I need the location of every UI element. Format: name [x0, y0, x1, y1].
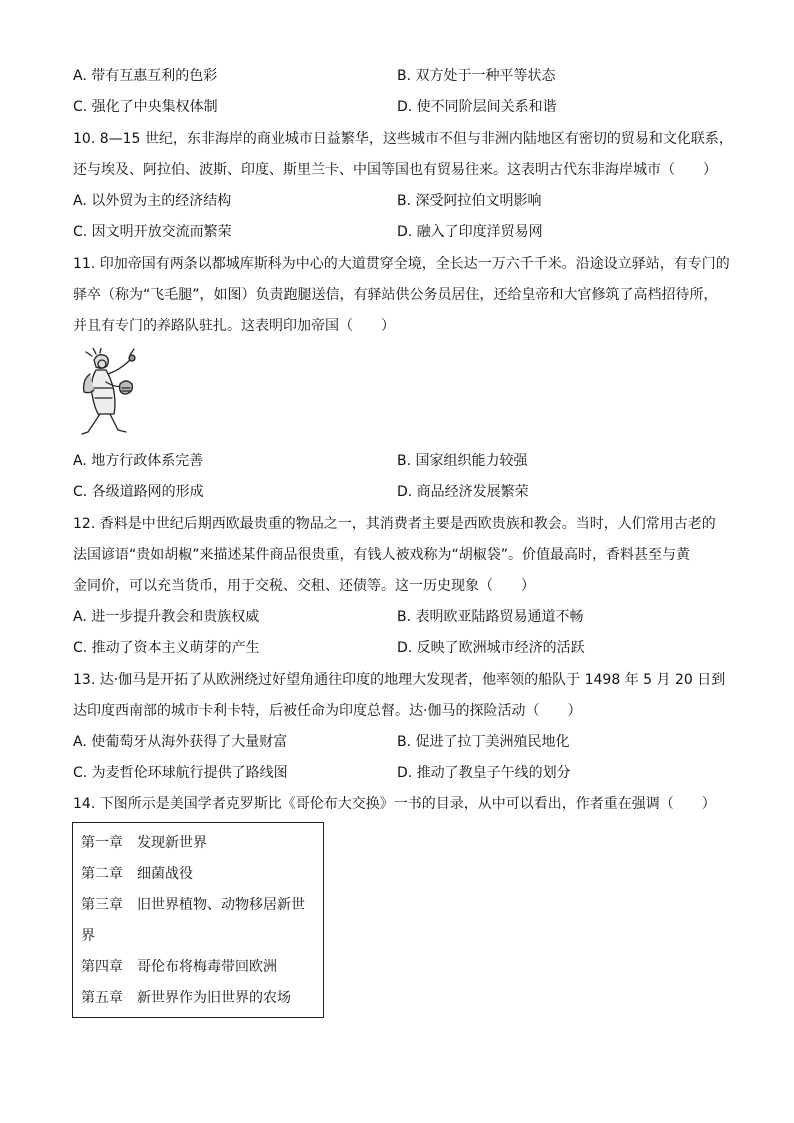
q13-option-a: A. 使葡萄牙从海外获得了大量财富 [73, 734, 288, 750]
q13-option-c: C. 为麦哲伦环球航行提供了路线图 [73, 765, 288, 781]
toc-chapter-1: 第一章 发现新世界 [81, 835, 207, 851]
q12-option-b: B. 表明欧亚陆路贸易通道不畅 [397, 609, 584, 625]
q10-stem-line2: 还与埃及、阿拉伯、波斯、印度、斯里兰卡、中国等国也有贸易往来。这表明古代东非海岸城市（ ） [73, 162, 717, 178]
q12-stem-line2: 法国谚语“贵如胡椒”来描述某件商品很贵重，有钱人被戏称为“胡椒袋”。价值最高时，香料甚至与黄 [73, 547, 691, 563]
q11-option-c: C. 各级道路网的形成 [73, 484, 204, 500]
q11-option-a: A. 地方行政体系完善 [73, 453, 204, 469]
q11-stem-line1: 11. 印加帝国有两条以都城库斯科为中心的大道贯穿全境，全长达一万六千千米。沿途设立驿站，有专门的 [73, 256, 730, 272]
q11-stem-line3: 并且有专门的养路队驻扎。这表明印加帝国（ ） [73, 318, 395, 334]
q11-stem-line2: 驿卒（称为“飞毛腿”，如图）负责跑腿送信，有驿站供公务员居住，还给皇帝和大官修筑了高档招待所， [73, 287, 718, 303]
q9-option-a: A. 带有互惠互利的色彩 [73, 68, 218, 84]
q13-option-b: B. 促进了拉丁美洲殖民地化 [397, 734, 570, 750]
toc-chapter-3: 第三章 旧世界植物、动物移居新世 [81, 897, 305, 913]
toc-chapter-2: 第二章 细菌战役 [81, 866, 193, 882]
q10-option-c: C. 因文明开放交流而繁荣 [73, 224, 232, 240]
q13-stem-line1: 13. 达·伽马是开拓了从欧洲绕过好望角通往印度的地理大发现者，他率领的船队于 1498 年 5 月 20 日到 [73, 672, 726, 688]
toc-chapter-3-cont: 界 [81, 928, 95, 944]
q9-option-b: B. 双方处于一种平等状态 [397, 68, 556, 84]
book-table-of-contents [72, 822, 324, 1018]
q10-option-b: B. 深受阿拉伯文明影响 [397, 193, 542, 209]
q10-option-a: A. 以外贸为主的经济结构 [73, 193, 232, 209]
q12-stem-line1: 12. 香料是中世纪后期西欧最贵重的物品之一，其消费者主要是西欧贵族和教会。当时，人们常用古老的 [73, 516, 716, 532]
q13-stem-line2: 达印度西南部的城市卡利卡特，后被任命为印度总督。达·伽马的探险活动（ ） [73, 703, 582, 719]
q14-stem-line1: 14. 下图所示是美国学者克罗斯比《哥伦布大交换》一书的目录，从中可以看出，作者重在强调（ ） [73, 796, 716, 812]
toc-chapter-4: 第四章 哥伦布将梅毒带回欧洲 [81, 959, 277, 975]
q12-option-d: D. 反映了欧洲城市经济的活跃 [397, 640, 585, 656]
q12-stem-line3: 金同价，可以充当货币，用于交税、交租、还债等。这一历史现象（ ） [73, 578, 535, 594]
q9-option-d: D. 使不同阶层间关系和谐 [397, 99, 557, 115]
q12-option-a: A. 进一步提升教会和贵族权威 [73, 609, 260, 625]
runner-illustration [72, 348, 142, 440]
q10-option-d: D. 融入了印度洋贸易网 [397, 224, 543, 240]
q9-option-c: C. 强化了中央集权体制 [73, 99, 218, 115]
toc-chapter-5: 第五章 新世界作为旧世界的农场 [81, 990, 291, 1006]
q11-option-b: B. 国家组织能力较强 [397, 453, 528, 469]
q10-stem-line1: 10. 8—15 世纪，东非海岸的商业城市日益繁华，这些城市不但与非洲内陆地区有密切的贸易和文化联系， [73, 131, 733, 147]
q11-option-d: D. 商品经济发展繁荣 [397, 484, 529, 500]
q12-option-c: C. 推动了资本主义萌芽的产生 [73, 640, 260, 656]
q13-option-d: D. 推动了教皇子午线的划分 [397, 765, 571, 781]
